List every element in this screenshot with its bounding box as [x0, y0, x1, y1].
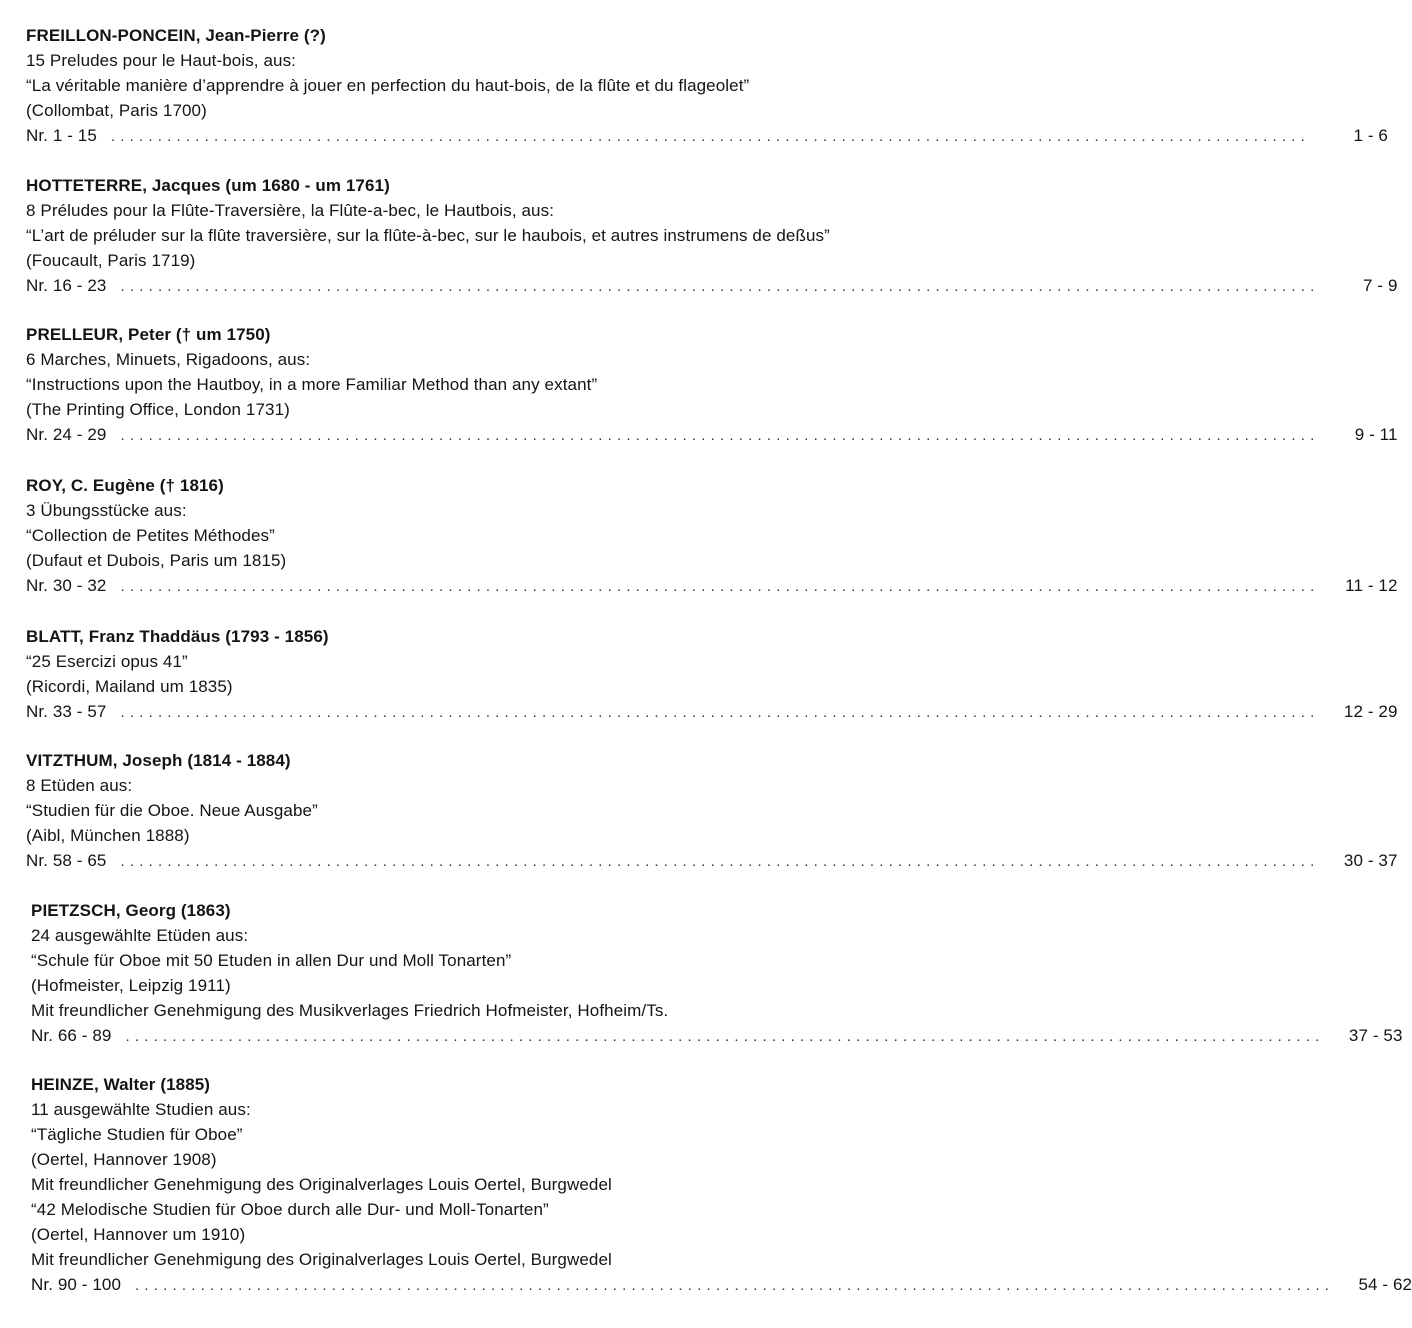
publisher-info: (Hofmeister, Leipzig 1911): [31, 976, 231, 995]
page-range: 37 - 53: [1348, 1026, 1403, 1045]
dot-leader: ................................................................................................................................: [135, 1277, 1335, 1294]
dot-leader: ................................................................................................................................: [125, 1028, 1325, 1045]
work-title: “Schule für Oboe mit 50 Etuden in allen Dur und Moll Tonarten”: [31, 951, 512, 970]
work-title: “Instructions upon the Hautboy, in a more Familiar Method than any extant”: [26, 375, 598, 394]
publisher-info: (Oertel, Hannover 1908): [31, 1150, 217, 1169]
publisher-info: (Aibl, München 1888): [26, 826, 190, 845]
composer-heading: PIETZSCH, Georg (1863): [31, 901, 231, 920]
dot-leader: ................................................................................................................................: [120, 278, 1320, 295]
number-range: Nr. 1 - 15: [26, 126, 97, 145]
work-title: “Collection de Petites Méthodes”: [26, 526, 275, 545]
number-range-row: [26, 422, 1398, 447]
contents-entry: [26, 173, 1398, 298]
page-range: 30 - 37: [1343, 851, 1398, 870]
contents-entry: [26, 624, 1398, 724]
dot-leader: ................................................................................................................................: [110, 128, 1310, 145]
dot-leader: ................................................................................................................................: [120, 427, 1320, 444]
work-title: “L’art de préluder sur la flûte traversière, sur la flûte-à-bec, sur le haubois, et autres instrumens de deßus”: [26, 226, 830, 245]
publisher-info: (Ricordi, Mailand um 1835): [26, 677, 233, 696]
contents-entry: [26, 23, 1388, 148]
composer-heading: HEINZE, Walter (1885): [31, 1075, 211, 1094]
publisher-info: (Foucault, Paris 1719): [26, 251, 196, 270]
number-range-row: [26, 848, 1398, 873]
permission-note: Mit freundlicher Genehmigung des Musikverlages Friedrich Hofmeister, Hofheim/Ts.: [31, 1001, 669, 1020]
page-range: 12 - 29: [1343, 702, 1398, 721]
page-range: 1 - 6: [1353, 126, 1388, 145]
work-description: 6 Marches, Minuets, Rigadoons, aus:: [26, 350, 311, 369]
contents-entry: [31, 898, 1403, 1048]
page-range: 11 - 12: [1345, 576, 1398, 595]
number-range: Nr. 58 - 65: [26, 851, 107, 870]
composer-heading: ROY, C. Eugène († 1816): [26, 476, 224, 495]
number-range-row: [26, 273, 1398, 298]
work-title: “Studien für die Oboe. Neue Ausgabe”: [26, 801, 318, 820]
work-title: “42 Melodische Studien für Oboe durch alle Dur- und Moll-Tonarten”: [31, 1200, 549, 1219]
dot-leader: ................................................................................................................................: [120, 853, 1320, 870]
number-range-row: [26, 123, 1388, 148]
publisher-info: (Dufaut et Dubois, Paris um 1815): [26, 551, 287, 570]
composer-heading: BLATT, Franz Thaddäus (1793 - 1856): [26, 627, 329, 646]
work-description: 8 Etüden aus:: [26, 776, 133, 795]
number-range-row: [26, 573, 1398, 598]
work-description: 15 Preludes pour le Haut-bois, aus:: [26, 51, 296, 70]
composer-heading: VITZTHUM, Joseph (1814 - 1884): [26, 751, 291, 770]
contents-entry: [26, 473, 1398, 598]
number-range-row: [31, 1023, 1403, 1048]
work-title: “Tägliche Studien für Oboe”: [31, 1125, 243, 1144]
composer-heading: HOTTETERRE, Jacques (um 1680 - um 1761): [26, 176, 390, 195]
work-title: “25 Esercizi opus 41”: [26, 652, 188, 671]
number-range-row: [26, 699, 1398, 724]
dot-leader: ................................................................................................................................: [120, 578, 1320, 595]
number-range: Nr. 90 - 100: [31, 1275, 122, 1294]
contents-entry: [26, 322, 1398, 447]
page-range: 7 - 9: [1363, 276, 1398, 295]
composer-heading: FREILLON-PONCEIN, Jean-Pierre (?): [26, 26, 326, 45]
work-title: “La véritable manière d’apprendre à jouer en perfection du haut-bois, de la flûte et du flageolet”: [26, 76, 750, 95]
work-description: 11 ausgewählte Studien aus:: [31, 1100, 251, 1119]
number-range: Nr. 33 - 57: [26, 702, 107, 721]
page-range: 54 - 62: [1358, 1275, 1412, 1294]
contents-entry: [26, 748, 1398, 873]
number-range: Nr. 66 - 89: [31, 1026, 112, 1045]
number-range: Nr. 16 - 23: [26, 276, 107, 295]
permission-note: Mit freundlicher Genehmigung des Originalverlages Louis Oertel, Burgwedel: [31, 1175, 612, 1194]
dot-leader: ................................................................................................................................: [120, 704, 1320, 721]
publisher-info: (The Printing Office, London 1731): [26, 400, 290, 419]
work-description: 3 Übungsstücke aus:: [26, 501, 187, 520]
number-range-row: [31, 1272, 1412, 1297]
composer-heading: PRELLEUR, Peter († um 1750): [26, 325, 271, 344]
number-range: Nr. 24 - 29: [26, 425, 107, 444]
publisher-info: (Collombat, Paris 1700): [26, 101, 207, 120]
publisher-info: (Oertel, Hannover um 1910): [31, 1225, 246, 1244]
number-range: Nr. 30 - 32: [26, 576, 107, 595]
work-description: 24 ausgewählte Etüden aus:: [31, 926, 249, 945]
page-range: 9 - 11: [1354, 425, 1398, 444]
permission-note: Mit freundlicher Genehmigung des Originalverlages Louis Oertel, Burgwedel: [31, 1250, 612, 1269]
work-description: 8 Préludes pour la Flûte-Traversière, la Flûte-a-bec, le Hautbois, aus:: [26, 201, 555, 220]
contents-entry: [31, 1072, 1412, 1297]
